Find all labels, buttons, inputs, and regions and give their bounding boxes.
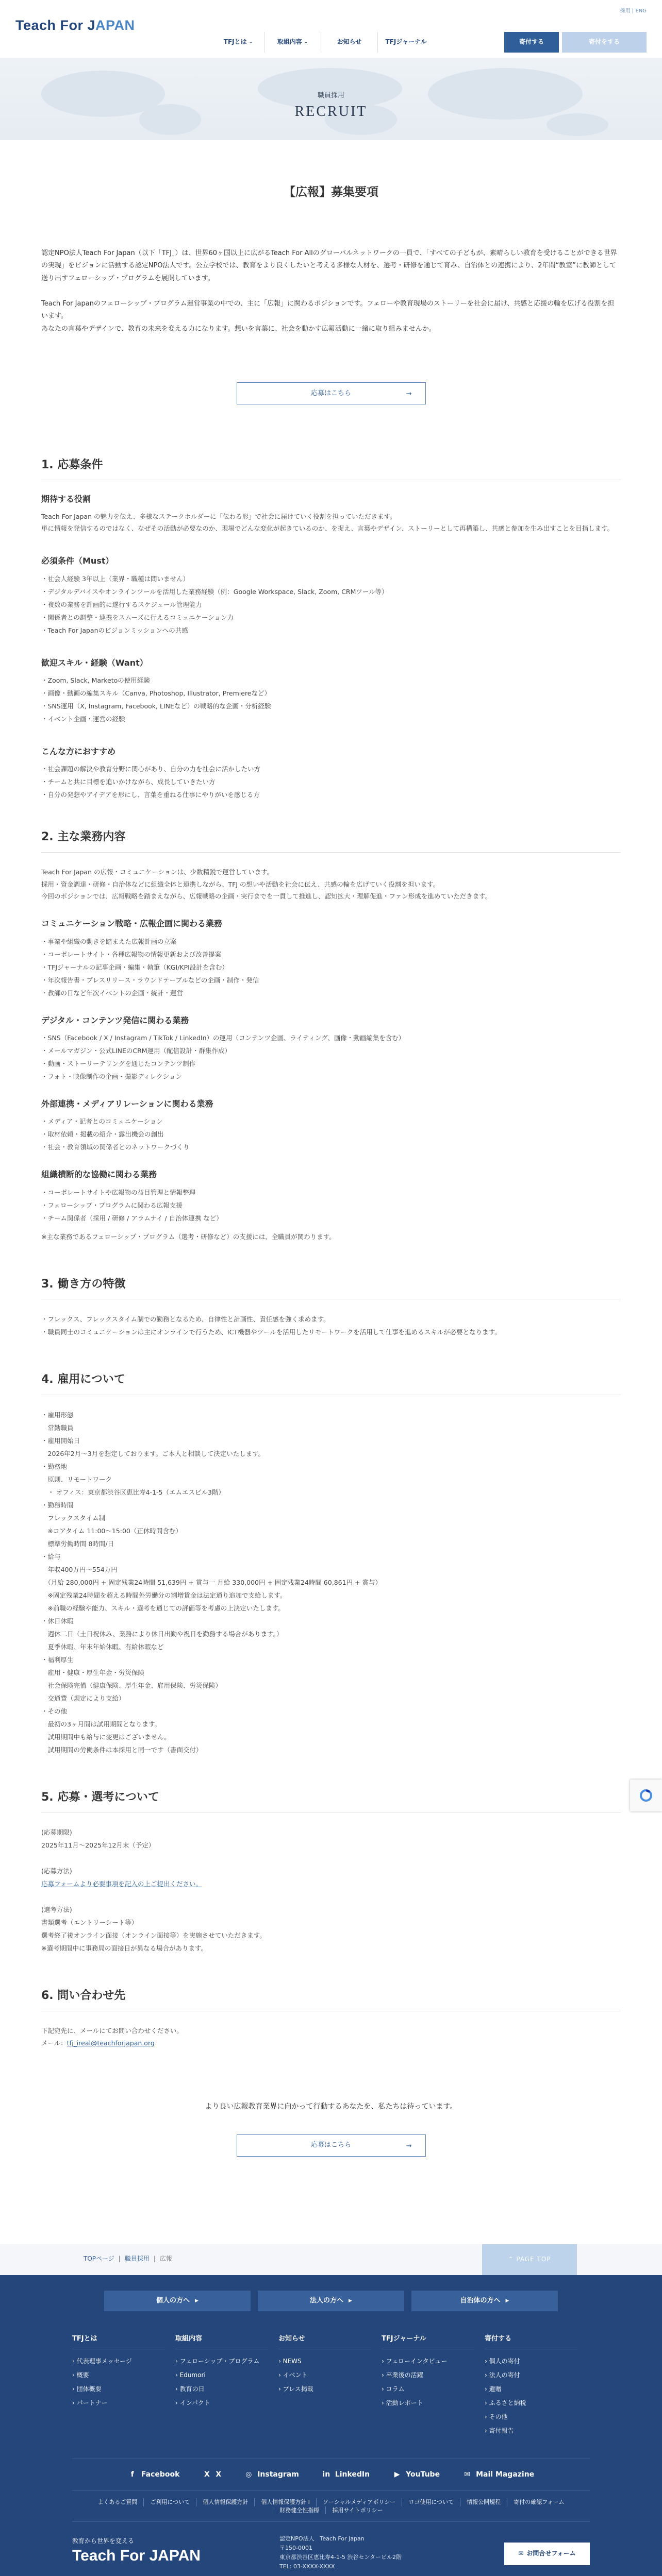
list-item: ・ 社会人経験 3年以上（業界・職種は問いません） — [41, 572, 621, 585]
global-nav — [212, 32, 434, 53]
list-item: ・ イベント企画・運営の経験 — [41, 713, 621, 725]
term-line: 週休二日（土日祝休み、業務により休日出勤や祝日を勤務する場合があります。） — [41, 1630, 283, 1638]
section-heading: 1. 応募条件 — [41, 458, 621, 481]
footer-link[interactable]: › 卒業後の活躍 — [382, 2368, 485, 2382]
instagram-icon: ◎ — [245, 2470, 252, 2479]
list-item: ・ フォト・映像制作の企画・撮影ディレクション — [41, 1070, 621, 1083]
list-item: ・ チームと共に目標を追いかけながら、成長していきたい方 — [41, 775, 621, 788]
footer-link[interactable]: › 寄付報告 — [485, 2424, 588, 2438]
want-list — [41, 674, 621, 725]
nav-item-news[interactable]: お知らせ — [321, 32, 377, 53]
footer-address — [279, 2534, 402, 2572]
footer-link[interactable]: › インパクト — [175, 2396, 278, 2410]
contact-form-button[interactable]: ✉ お問合せフォーム — [504, 2543, 590, 2565]
application-line: (選考方法) — [41, 1906, 72, 1914]
duty-list — [41, 1031, 621, 1083]
duty-list — [41, 935, 621, 999]
duties-note: ※主な業務であるフェローシップ・プログラム（選考・研修など）の支援には、全職員が関わります。 — [41, 1232, 336, 1241]
footer-policy-link[interactable]: 寄付の確認フォーム — [507, 2498, 570, 2506]
sns-link-mail-magazine[interactable]: ✉ Mail Magazine — [462, 2468, 534, 2481]
intro-paragraph: 認定NPO法人Teach For Japan（以下「TFJ」）は、世界60ヶ国以上に広がるTeach For Allのグローバルネットワークの一員で、「すべての子どもが、素晴らしい教育を受けることができる世界の実現」をビジョンに活動する認定NPO法人です。公立学校では、教育をより良くしたいと考える多様な人材を、選考・研修を通じて育み、自治体との連携により、2年間“教室”に教師として送り出すフェローシップ・プログラムを展開しています。 — [41, 249, 617, 282]
recaptcha-badge[interactable] — [630, 1780, 662, 1811]
term-line: フレックスタイム制 — [41, 1514, 106, 1522]
section-employment — [41, 1372, 621, 1756]
sns-link-facebook[interactable]: f Facebook — [128, 2468, 180, 2481]
term-line: 交通費（規定により支給） — [41, 1694, 125, 1702]
footer-link[interactable]: › 団体概要 — [72, 2382, 175, 2396]
footer-link[interactable]: › 個人の寄付 — [485, 2354, 588, 2368]
subsection-heading: 外部連携・メディアリレーションに関わる業務 — [41, 1099, 213, 1109]
application-line — [41, 1890, 621, 1903]
footer-link[interactable]: › 活動レポート — [382, 2396, 485, 2410]
mail-icon: ✉ — [518, 2550, 524, 2557]
application-line: (応募方法) — [41, 1867, 72, 1875]
section-heading: 5. 応募・選考について — [41, 1790, 621, 1813]
footer-link[interactable]: › フェローシップ・プログラム — [175, 2354, 278, 2368]
list-item: ・ 取材依頼・掲載の紹介・露出機会の創出 — [41, 1128, 621, 1141]
term-line: ・雇用開始日 — [41, 1436, 80, 1445]
term-line: ※固定残業24時間を超える時間外労働分の割増賃金は法定通り追加で支給します。 — [41, 1591, 287, 1599]
term-line: ※前職の経験や能力、スキル・選考を通じての評価等を考慮の上決定いたします。 — [41, 1604, 285, 1612]
list-item: ・ チーム関係者（採用 / 研修 / アラムナイ / 自治体連携 など） — [41, 1212, 621, 1225]
term-line: 試用期間中も給与に変更はございません。 — [41, 1733, 171, 1741]
list-item: ・ TFJジャーナルの記事企画・編集・執筆（KGI/KPI設計を含む） — [41, 961, 621, 974]
footer-link[interactable]: › フェローインタビュー — [382, 2354, 485, 2368]
duties-text: 採用・資金調達・研修・自治体などに組織全体と連携しながら、TFJ の想いや活動を社会に伝え、共感の輪を広げていく役割を担います。 — [41, 880, 440, 888]
apply-button[interactable]: 応募はこちら → — [237, 382, 426, 404]
address-line: 東京都渋谷区恵比寿4-1-5 渋谷センタービル2階 — [279, 2554, 402, 2561]
term-line: ・雇用形態 — [41, 1411, 74, 1419]
list-item: ・ SNS（Facebook / X / Instagram / TikTok / LinkedIn）の運用（コンテンツ企画、ライティング、画像・動画編集を含む） — [41, 1031, 621, 1044]
list-item: ・ フェローシップ・プログラムに関わる広報支援 — [41, 1199, 621, 1212]
footer-sns — [72, 2459, 590, 2491]
section-contact — [41, 1989, 621, 2049]
footer-link[interactable]: › 概要 — [72, 2368, 175, 2382]
youtube-icon: ▶ — [394, 2470, 400, 2479]
site-footer — [0, 2275, 662, 2576]
nav-item-journal[interactable]: TFJジャーナル — [377, 32, 434, 53]
breadcrumb-recruit[interactable]: 職員採用 — [124, 2255, 150, 2262]
address-line: TEL: 03-XXXX-XXXX — [279, 2563, 335, 2570]
list-item: ・ 職員同士のコミュニケーションは主にオンラインで行うため、ICT機器やツールを活用したリモートワークを活用して仕事を進めるスキルが必要となります。 — [41, 1326, 621, 1338]
contact-email-link[interactable]: tfj_ireal@teachforjapan.org — [67, 2039, 155, 2047]
application-form-link[interactable]: 応募フォームより必要事項を記入の上ご提出ください。 — [41, 1880, 202, 1888]
subsection-heading: 組織横断的な協働に関わる業務 — [41, 1170, 157, 1180]
section-heading: 6. 問い合わせ先 — [41, 1989, 621, 2011]
term-line: （月給 280,000円 + 固定残業24時間 51,639円 + 賞与一 月給 330,000円 + 固定残業24時間 60,861円 + 賞与） — [41, 1578, 382, 1586]
must-list — [41, 572, 621, 637]
footer-link[interactable]: › Edumori — [175, 2368, 278, 2382]
site-logo[interactable]: Teach For JAPAN — [15, 18, 135, 33]
main-content — [41, 77, 621, 2157]
list-item: ・ 動画・ストーリーテリングを通じたコンテンツ制作 — [41, 1057, 621, 1070]
list-item: ・ デジタルデバイスやオンラインツールを活用した業務経験（例：Google Workspace, Slack, Zoom, CRMツール等） — [41, 585, 621, 598]
footer-link[interactable]: › ふるさと納税 — [485, 2396, 588, 2410]
footer-link[interactable]: › NEWS — [278, 2354, 382, 2368]
footer-column-title[interactable]: TFJとは — [72, 2333, 165, 2349]
duties-text: Teach For Japan の広報・コミュニケーションは、少数精鋭で運営しています。 — [41, 868, 274, 876]
facebook-icon: f — [130, 2470, 134, 2479]
contact-mail-line: メール：tfj_ireal@teachforjapan.org — [41, 2039, 155, 2047]
footer-column — [485, 2333, 588, 2438]
breadcrumb-home[interactable]: TOPページ — [84, 2255, 114, 2262]
term-line: 試用期間の労働条件は本採用と同一です（書面交付） — [41, 1745, 203, 1754]
footer-tab-corporate[interactable]: 法人の方へ ▶ — [258, 2291, 404, 2311]
intro-text — [41, 247, 621, 336]
section-heading: 4. 雇用について — [41, 1372, 621, 1395]
term-line: 雇用・健康・厚生年金・労災保険 — [41, 1668, 145, 1676]
footer-policy-link[interactable]: 個人情報保護方針 — [196, 2498, 254, 2506]
footer-link[interactable]: › その他 — [485, 2410, 588, 2424]
footer-column-title[interactable]: TFJジャーナル — [382, 2333, 474, 2349]
term-line: 社会保険完備（健康保険、厚生年金、雇用保険、労災保険） — [41, 1681, 222, 1689]
role-text: 単に情報を発信するのではなく、なぜその活動が必要なのか、現場でどんな変化が起きているのか、を捉え、言葉やデザイン、ストーリーとして再構築し、共感と参加を生み出すことを目指します。 — [41, 524, 614, 533]
footer-tab-municipal[interactable]: 自治体の方へ ▶ — [411, 2291, 558, 2311]
sns-link-youtube[interactable]: ▶ YouTube — [392, 2468, 440, 2481]
term-line: 常勤職員 — [41, 1423, 74, 1432]
hero-banner — [0, 58, 662, 140]
term-line: ・福利厚生 — [41, 1655, 74, 1664]
section-workstyle — [41, 1277, 621, 1339]
section-duties — [41, 830, 621, 1243]
term-line: 年収400万円〜554万円 — [41, 1565, 118, 1573]
x-icon: X — [204, 2470, 210, 2479]
role-text: Teach For Japan の魅力を伝え、多様なステークホルダーに「伝わる形」で社会に届けていく役割を担っていただきます。 — [41, 512, 396, 520]
sns-link-instagram[interactable]: ◎ Instagram — [244, 2468, 299, 2481]
application-line: 書類選考（エントリーシート等） — [41, 1919, 138, 1927]
footer-logo[interactable]: Teach For JAPAN — [72, 2547, 201, 2564]
list-item: ・ コーポレートサイトや広報物の益目管理と情報整理 — [41, 1186, 621, 1199]
list-item: ・ 複数の業務を計画的に遂行するスケジュール管理能力 — [41, 598, 621, 611]
linkedin-icon: in — [322, 2470, 330, 2479]
contact-text: 下記宛先に、メールにてお問い合わせください。 — [41, 2026, 183, 2035]
section-requirements — [41, 458, 621, 802]
term-line: 原則、リモートワーク — [41, 1475, 112, 1483]
footer-link[interactable]: › 遺贈 — [485, 2382, 588, 2396]
closing-message: より良い広報教育業界に向かって行動するあなたを、私たちは待っています。 — [205, 2103, 457, 2111]
hero-subtitle: 職員採用 — [317, 92, 344, 99]
application-line: 2025年11月〜2025年12月末（予定） — [41, 1841, 155, 1850]
hero-title: RECRUIT — [294, 104, 368, 120]
footer-tab-individual[interactable]: 個人の方へ ▶ — [104, 2291, 251, 2311]
workstyle-list — [41, 1313, 621, 1338]
duties-text: 今回のポジションでは、広報戦略を踏まえながら、広報戦略の企画・実行までを一貫して推進し、認知拡大・理解促進・ファン形成を進めていただきます。 — [41, 892, 492, 901]
footer-policy-link[interactable]: ご利用について — [143, 2498, 196, 2506]
duty-list — [41, 1115, 621, 1154]
term-line: ・勤務時間 — [41, 1501, 74, 1509]
section-heading: 2. 主な業務内容 — [41, 830, 621, 853]
term-line: ・給与 — [41, 1552, 61, 1561]
play-icon: ▶ — [505, 2298, 509, 2303]
application-line: (応募期限) — [41, 1828, 72, 1837]
list-item: ・ 事業や組織の動きを踏まえた広報計画の立案 — [41, 935, 621, 948]
list-item: ・ 教師の日など年次イベントの企画・統計・運営 — [41, 987, 621, 999]
list-item: ・ Teach For Japanのビジョンミッションへの共感 — [41, 624, 621, 637]
subsection-heading: 期待する役割 — [41, 494, 91, 504]
section-application — [41, 1790, 621, 1955]
breadcrumb: TOPページ | 職員採用 | 広報 ⌃ PAGE TOP — [0, 2244, 662, 2275]
nav-item-programs[interactable]: 取組内容 ⌄ — [264, 32, 321, 53]
list-item: ・ 年次報告書・プレスリリース・ラウンドテーブルなどの企画・制作・発信 — [41, 974, 621, 987]
list-item: ・ フレックス、フレックスタイム制での勤務となるため、自律性と計画性、責任感を強く求めます。 — [41, 1313, 621, 1326]
subsection-heading: 歓迎スキル・経験（Want） — [41, 657, 148, 668]
list-item: ・ 社会・教育領域の関係者とのネットワークづくり — [41, 1141, 621, 1154]
mail-magazine-icon: ✉ — [464, 2470, 470, 2479]
footer-policy-link[interactable]: 財務健全性指標 — [273, 2506, 325, 2514]
header-apply-button[interactable]: 寄付する — [504, 32, 559, 53]
sns-link-linkedin[interactable]: in LinkedIn — [322, 2470, 370, 2479]
list-item: ・ メールマガジン・公式LINEのCRM運用（配信設計・群集作成） — [41, 1044, 621, 1057]
footer-column — [278, 2333, 382, 2438]
term-line: 標準労働時間 8時間/日 — [41, 1539, 114, 1548]
apply-button-bottom[interactable]: 応募はこちら → — [237, 2134, 426, 2157]
nav-item-about[interactable]: TFJとは ⌄ — [223, 38, 253, 46]
footer-policy-link[interactable]: 個人情報保護方針 I — [254, 2498, 316, 2506]
footer-column — [72, 2333, 175, 2438]
footer-link[interactable]: › イベント — [278, 2368, 382, 2382]
list-item: ・ Zoom, Slack, Marketoの使用経験 — [41, 674, 621, 687]
application-line: 選考終了後オンライン面接（オンライン面接等）を実施させていただきます。 — [41, 1931, 266, 1940]
footer-column-title[interactable]: 寄付する — [485, 2333, 577, 2349]
breadcrumb-current: 広報 — [159, 2255, 172, 2262]
term-line: ・休日休暇 — [41, 1617, 74, 1625]
footer-column — [382, 2333, 485, 2438]
footer-policy-link[interactable]: よくあるご質問 — [97, 2499, 138, 2506]
chevron-up-icon: ⌃ — [508, 2255, 517, 2263]
sns-link-x[interactable]: X X — [202, 2468, 221, 2481]
chevron-down-icon: ⌄ — [249, 39, 253, 45]
subsection-heading: コミュニケーション戦略・広報企画に関わる業務 — [41, 919, 223, 929]
term-line: ・その他 — [41, 1707, 68, 1715]
footer-column-title[interactable]: 取組内容 — [175, 2333, 268, 2349]
footer-links — [72, 2491, 590, 2522]
intro-paragraph: Teach For Japanのフェローシップ・プログラム運営事業の中での、主に「広報」に関わるポジションです。フェローや教育現場のストーリーを社会に届け、共感と応援の輪を広げる役割を担います。 — [41, 299, 615, 320]
footer-link[interactable]: › 代表理事メッセージ — [72, 2354, 175, 2368]
term-line: ※コアタイム 11:00〜15:00（正休時間含む） — [41, 1527, 182, 1535]
section-heading: 3. 働き方の特徴 — [41, 1277, 621, 1300]
page-top-button[interactable]: ⌃ PAGE TOP — [482, 2244, 577, 2275]
footer-link[interactable]: › プレス掲載 — [278, 2382, 382, 2396]
subsection-heading: こんな方におすすめ — [41, 746, 116, 756]
page-title: 【広報】募集要項 — [284, 185, 378, 199]
list-item: ・ 画像・動画の編集スキル（Canva, Photoshop, Illustrator, Premiereなど） — [41, 687, 621, 700]
list-item: ・ コーポレートサイト・各種広報物の情報更新および改善提案 — [41, 948, 621, 961]
person-list — [41, 762, 621, 801]
subsection-heading: 必須条件（Must） — [41, 556, 114, 566]
footer-link[interactable]: › パートナー — [72, 2396, 175, 2410]
term-line: ・勤務地 — [41, 1462, 68, 1470]
application-line — [41, 1877, 621, 1890]
header-donate-button[interactable]: 寄付をする — [562, 32, 647, 53]
term-line: ・ オフィス：東京都渋谷区恵比寿4-1-5（エムエスビル3階） — [41, 1488, 225, 1496]
footer-policy-link[interactable]: 採用サイトポリシー — [325, 2506, 389, 2514]
term-line: 2026年2月〜3月を想定しております。ご本人と相談して決定いたします。 — [41, 1449, 265, 1458]
footer-link[interactable]: › コラム — [382, 2382, 485, 2396]
application-line — [41, 1852, 621, 1865]
list-item: ・ メディア・記者とのコミュニケーション — [41, 1115, 621, 1128]
footer-column — [175, 2333, 278, 2438]
play-icon: ▶ — [195, 2298, 198, 2303]
list-item: ・ 社会課題の解決や教育分野に関心があり、自分の力を社会に活かしたい方 — [41, 762, 621, 775]
list-item: ・ SNS運用（X, Instagram, Facebook, LINEなど）の戦略的な企画・分析経験 — [41, 700, 621, 713]
arrow-right-icon: → — [406, 389, 412, 398]
employment-terms-list — [41, 1409, 621, 1756]
address-line: 〒150-0001 — [279, 2545, 312, 2552]
play-icon: ▶ — [349, 2298, 352, 2303]
footer-column-title[interactable]: お知らせ — [278, 2333, 371, 2349]
chevron-down-icon: ⌄ — [304, 39, 308, 45]
arrow-right-icon: → — [406, 2142, 412, 2150]
application-line: ※選考期間中に事務局の面接日が異なる場合があります。 — [41, 1944, 207, 1953]
footer-policy-link[interactable]: 情報公開規程 — [460, 2498, 507, 2506]
list-item: ・ 関係者との調整・連携をスムーズに行えるコミュニケーション力 — [41, 611, 621, 624]
term-line: 夏季休暇、年末年始休暇、有給休暇など — [41, 1642, 164, 1651]
footer-sitemap — [72, 2333, 590, 2438]
footer-link[interactable]: › 教育の日 — [175, 2382, 278, 2396]
footer-policy-link[interactable]: ロゴ使用について — [402, 2498, 460, 2506]
header-top-link[interactable]: 採用 | ENG — [620, 8, 647, 14]
site-header — [0, 0, 662, 58]
footer-link[interactable]: › 法人の寄付 — [485, 2368, 588, 2382]
application-details — [41, 1826, 621, 1955]
list-item: ・ 自分の発想やアイデアを形にし、言葉を重ねる仕事にやりがいを感じる方 — [41, 788, 621, 801]
subsection-heading: デジタル・コンテンツ発信に関わる業務 — [41, 1015, 189, 1025]
footer-tagline: 教育から世界を変える — [72, 2537, 135, 2545]
duty-list — [41, 1186, 621, 1225]
intro-paragraph: あなたの言葉やデザインで、教育の未来を変える力になります。想いを言葉に、社会を動かす広報活動に一緒に取り組みませんか。 — [41, 325, 436, 333]
recaptcha-icon — [638, 1788, 654, 1803]
address-line: 認定NPO法人 Teach For Japan — [279, 2535, 365, 2542]
term-line: 最初の3ヶ月間は試用期間となります。 — [41, 1720, 161, 1728]
footer-policy-link[interactable]: ソーシャルメディアポリシー — [316, 2498, 402, 2506]
